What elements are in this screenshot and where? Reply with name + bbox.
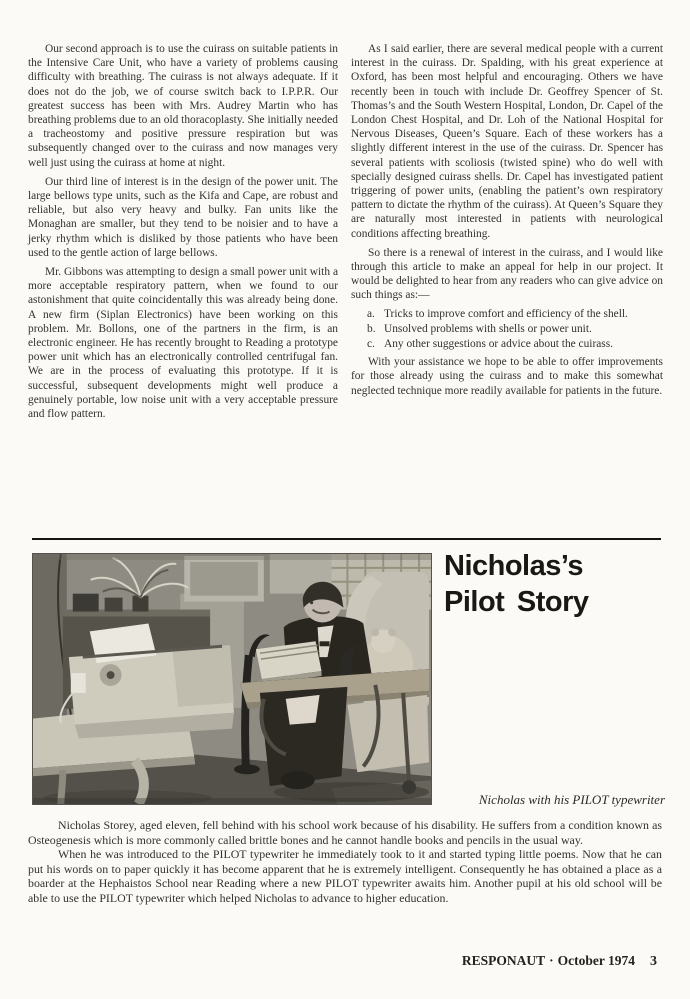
- page-number: 3: [650, 954, 657, 969]
- headline-line-2: Pilot Story: [444, 586, 589, 618]
- issue-date: October 1974: [557, 953, 635, 968]
- page-footer: [462, 953, 657, 970]
- headline-line-1: Nicholas’s: [444, 550, 583, 582]
- nicholas-photo: [32, 553, 432, 805]
- paragraph-second-approach: Our second approach is to use the cuirass on suitable patients in the Intensive Care Unit, who have a variety of problems causing difficulty with breathing. The cuirass is not always adequate. If it does not do the job, we of course switch back to I.P.P.R. Our greatest success has been with Mrs. Audrey Martin who has breathing problems due to an old thoracoplasty. She initially needed a tracheostomy and positive pressure respiration but was subsequently changed over to the cuirass and now manages very well just using the cuirass at home at night.: [28, 43, 338, 169]
- list-marker: a.: [367, 307, 375, 320]
- photo-caption: Nicholas with his PILOT typewriter: [478, 792, 665, 807]
- list-marker: c.: [367, 338, 375, 351]
- advice-list: [367, 307, 663, 352]
- list-item: [367, 322, 663, 336]
- paragraph-with-your-assistance: With your assistance we hope to be able to offer improvements for those already using the cuirass and to make this somewhat neglected technique more readily available for patients in the future.: [351, 356, 663, 397]
- list-text: Unsolved problems with shells or power unit.: [384, 322, 592, 335]
- list-marker: b.: [367, 322, 376, 335]
- list-text: Any other suggestions or advice about the cuirass.: [384, 338, 614, 351]
- right-column: [351, 42, 663, 403]
- footer-separator: ·: [549, 953, 554, 968]
- paragraph-renewal-appeal: So there is a renewal of interest in the cuirass, and I would like through this article to make an appeal for help in our project. It would be delighted to hear from any readers who can give advice on such things as:—: [351, 246, 663, 302]
- paragraph-mr-gibbons: Mr. Gibbons was attempting to design a small power unit with a more acceptable respiratory pattern, when we found to our astonishment that quite coincidentally this was already being done. A new firm (Siplan Electronics) have been working on this problem. Mr. Bollons, one of the partners in the firm, is an electronic engineer. He has recently brought to Reading a prototype power unit which has an electronically controlled centrifugal fan. We are in the process of evaluating this prototype. If it is successful, subsequent developments might well produce a genuinely portable, low noise unit with a very acceptable pressure and flow pattern.: [28, 266, 338, 421]
- paragraph-nicholas-storey: Nicholas Storey, aged eleven, fell behind with his school work because of his disability. He suffers from a condition known as Osteogenesis which is more commonly called brittle bones and he cannot handle books and pencils in the usual way.: [28, 818, 662, 847]
- photo-illustration: [33, 554, 431, 804]
- paragraph-third-line: Our third line of interest is in the design of the power unit. The large bellows type units, such as the Kifa and Cape, are robust and reliable, but also very heavy and bulky. Fan units like the Monaghan are smaller, but they tend to be noisier and to have a jerky rhythm which is disliked by those patients who have been used to the gentle action of large bellows.: [28, 175, 338, 259]
- paragraph-medical-people: As I said earlier, there are several medical people with a current interest in the cuirass. Dr. Spalding, with his great experience at Oxford, has been most helpful and encouraging. Others we have recently been in touch with include Dr. Geoffrey Spencer of St. Thomas’s and the South Western Hospital, London, Dr. Capel of the London Chest Hospital, and Dr. Loh of the National Hospital for Nervous Diseases, Queen’s Square. Each of these workers has a slightly different interest in the use of the cuirass. Dr. Spencer has several patients with scoliosis (twisted spine) who do well with specially designed cuirass shells. Dr. Capel has investigated patient triggering of power units, (enabling the patient’s own respiratory pattern to dictate the rhythm of the cuirass). At Queen’s Square they are naturally most interested in patients with neurological conditions affecting breathing.: [351, 43, 663, 240]
- list-text: Tricks to improve comfort and efficiency of the shell.: [384, 307, 628, 320]
- left-column: [28, 42, 338, 426]
- feature-headline: [444, 548, 669, 620]
- section-divider-rule: [32, 538, 661, 540]
- paragraph-pilot-typewriter: When he was introduced to the PILOT typewriter he immediately took to it and started typing little poems. Now that he can put his words on to paper quickly it has become apparent that he is extremely intelligent. Consequently he has obtained a place as a boarder at the Hephaistos School near Reading where a new PILOT typewriter awaits him. Another pupil at his old school will be able to use the PILOT typewriter which helped Nicholas to advance to higher education.: [28, 847, 662, 905]
- journal-name: RESPONAUT: [461, 953, 546, 968]
- feature-body: [28, 818, 662, 905]
- list-item: [367, 307, 663, 321]
- list-item: [367, 337, 663, 351]
